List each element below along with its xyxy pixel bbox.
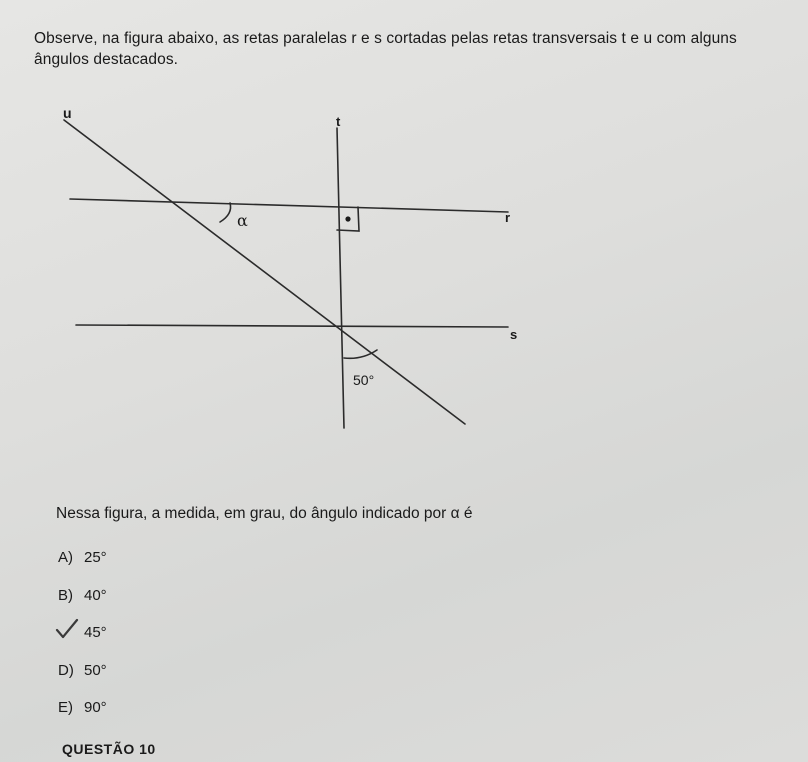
option-value: 45° [84, 624, 107, 641]
option-letter: B) [58, 586, 73, 604]
alpha-arc [220, 203, 231, 222]
option-value: 50° [84, 661, 107, 679]
option-a[interactable] [58, 549, 107, 587]
label-r: r [505, 210, 511, 225]
line-s [76, 325, 508, 327]
option-letter: D) [58, 661, 74, 679]
option-value: 25° [84, 549, 107, 566]
angle-50-arc [344, 350, 377, 358]
option-value: 90° [84, 699, 107, 716]
option-d[interactable] [58, 662, 107, 700]
option-letter: E) [58, 699, 73, 716]
right-angle-mark [337, 207, 359, 231]
intro-text: Observe, na figura abaixo, as retas paralelas r e s cortadas pelas retas transversais t e u com alguns ângulos destacados. [34, 30, 737, 68]
label-s: s [510, 327, 518, 342]
option-letter: A) [58, 549, 73, 566]
option-e[interactable] [58, 699, 107, 737]
line-r [70, 199, 508, 212]
question-text: Nessa figura, a medida, em grau, do ângulo indicado por α é [56, 505, 473, 522]
label-t: t [336, 114, 341, 129]
label-u: u [63, 105, 72, 121]
option-value: 40° [84, 586, 107, 604]
next-question-heading: QUESTÃO 10 [62, 741, 156, 757]
answer-options [58, 549, 107, 737]
line-u [64, 120, 465, 424]
right-angle-dot [345, 216, 350, 221]
line-t [337, 128, 344, 428]
handwritten-check-mark-icon [54, 618, 80, 642]
label-alpha: α [237, 211, 248, 230]
label-angle-50: 50° [353, 372, 375, 388]
option-c[interactable] [58, 624, 107, 662]
